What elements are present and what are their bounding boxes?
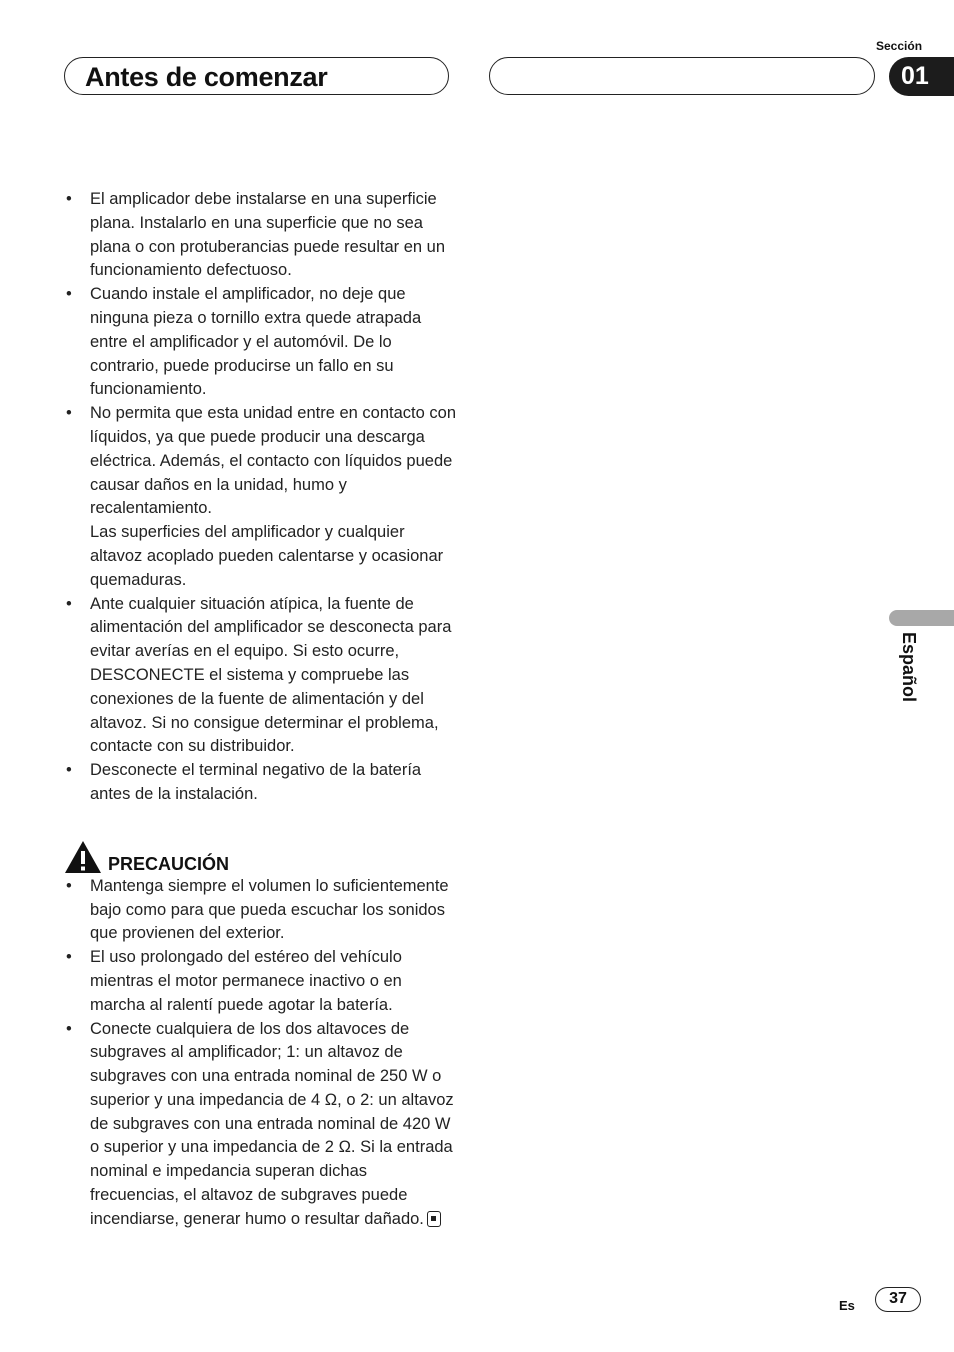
bullet: • xyxy=(66,190,72,208)
section-label: Sección xyxy=(876,39,923,53)
list-item xyxy=(64,188,456,283)
bullet: • xyxy=(66,948,72,967)
header-right-box xyxy=(489,57,875,95)
list-item xyxy=(64,1018,456,1232)
page-number: 37 xyxy=(889,1290,907,1307)
bullet: • xyxy=(66,285,72,304)
list-item xyxy=(64,402,456,592)
notes-list xyxy=(64,188,456,807)
language-tab xyxy=(889,610,954,626)
list-item-text: Las superficies del amplificador y cualquier altavoz acoplado pueden calentarse y ocasionar quemaduras. xyxy=(90,523,444,589)
list-item xyxy=(64,593,456,760)
bullet: • xyxy=(66,1019,72,1038)
section-title-box xyxy=(64,57,449,95)
bullet: • xyxy=(66,761,72,780)
list-item-text: El amplicador debe instalarse en una superficie plana. Instalarlo en una superficie que no sea plana o con protuberancias puede resultar en un funcionamiento defectuoso. xyxy=(90,190,445,280)
list-item xyxy=(64,759,456,807)
list-item-text: Cuando instale el amplificador, no deje que ninguna pieza o tornillo extra quede atrapada entre el amplificador y el automóvil. De lo contrario, puede producirse un fallo en su funcionamiento. xyxy=(90,285,422,399)
main-content xyxy=(64,188,456,1232)
section-number-tab xyxy=(889,57,954,96)
list-item-text: Desconecte el terminal negativo de la batería antes de la instalación. xyxy=(90,761,422,803)
warning-icon xyxy=(64,840,102,874)
page-number-box xyxy=(875,1287,921,1312)
caution-list xyxy=(64,875,456,1232)
end-mark-icon xyxy=(427,1211,441,1227)
bullet: • xyxy=(66,404,72,423)
list-item xyxy=(64,875,456,946)
list-item-text: Conecte cualquiera de los dos altavoces de subgraves al amplificador; 1: un altavoz de subgraves con una entrada nominal de 250 W o superior y una impedancia de 4 Ω, o 2: un altavoz de subgraves con una entrada nominal de 420 W o superior y una impedancia de 2 Ω. Si la entrada nominal e impedancia superan dichas frecuencias, el altavoz de subgraves puede incendiarse, generar humo o resultar dañado. xyxy=(90,1019,454,1228)
list-item xyxy=(64,946,456,1017)
list-item-text: El uso prolongado del estéreo del vehículo mientras el motor permanece inactivo o en marcha al ralentí puede agotar la batería. xyxy=(90,948,402,1014)
list-item-text: No permita que esta unidad entre en contacto con líquidos, ya que puede producir una descarga eléctrica. Además, el contacto con líquidos puede causar daños en la unidad, humo y recalentamiento. xyxy=(90,404,456,518)
list-item-text: Ante cualquier situación atípica, la fuente de alimentación del amplificador se desconecta para evitar averías en el equipo. Si esto ocurre, DESCONECTE el sistema y compruebe las conexiones de la fuente de alimentación y del altavoz. Si no consigue determinar el problema, contacte con su distribuidor. xyxy=(90,594,452,756)
section-number: 01 xyxy=(901,62,929,90)
bullet: • xyxy=(66,594,72,613)
footer-language-code: Es xyxy=(839,1298,855,1313)
page-title: Antes de comenzar xyxy=(85,62,328,92)
caution-heading xyxy=(64,835,456,875)
bullet: • xyxy=(66,876,72,895)
list-item xyxy=(64,283,456,402)
language-text: Español xyxy=(899,632,919,703)
language-label xyxy=(883,632,943,732)
list-item-text: Mantenga siempre el volumen lo suficientemente bajo como para que pueda escuchar los sonidos que provienen del exterior. xyxy=(90,876,449,943)
caution-title: PRECAUCIÓN xyxy=(108,853,230,874)
